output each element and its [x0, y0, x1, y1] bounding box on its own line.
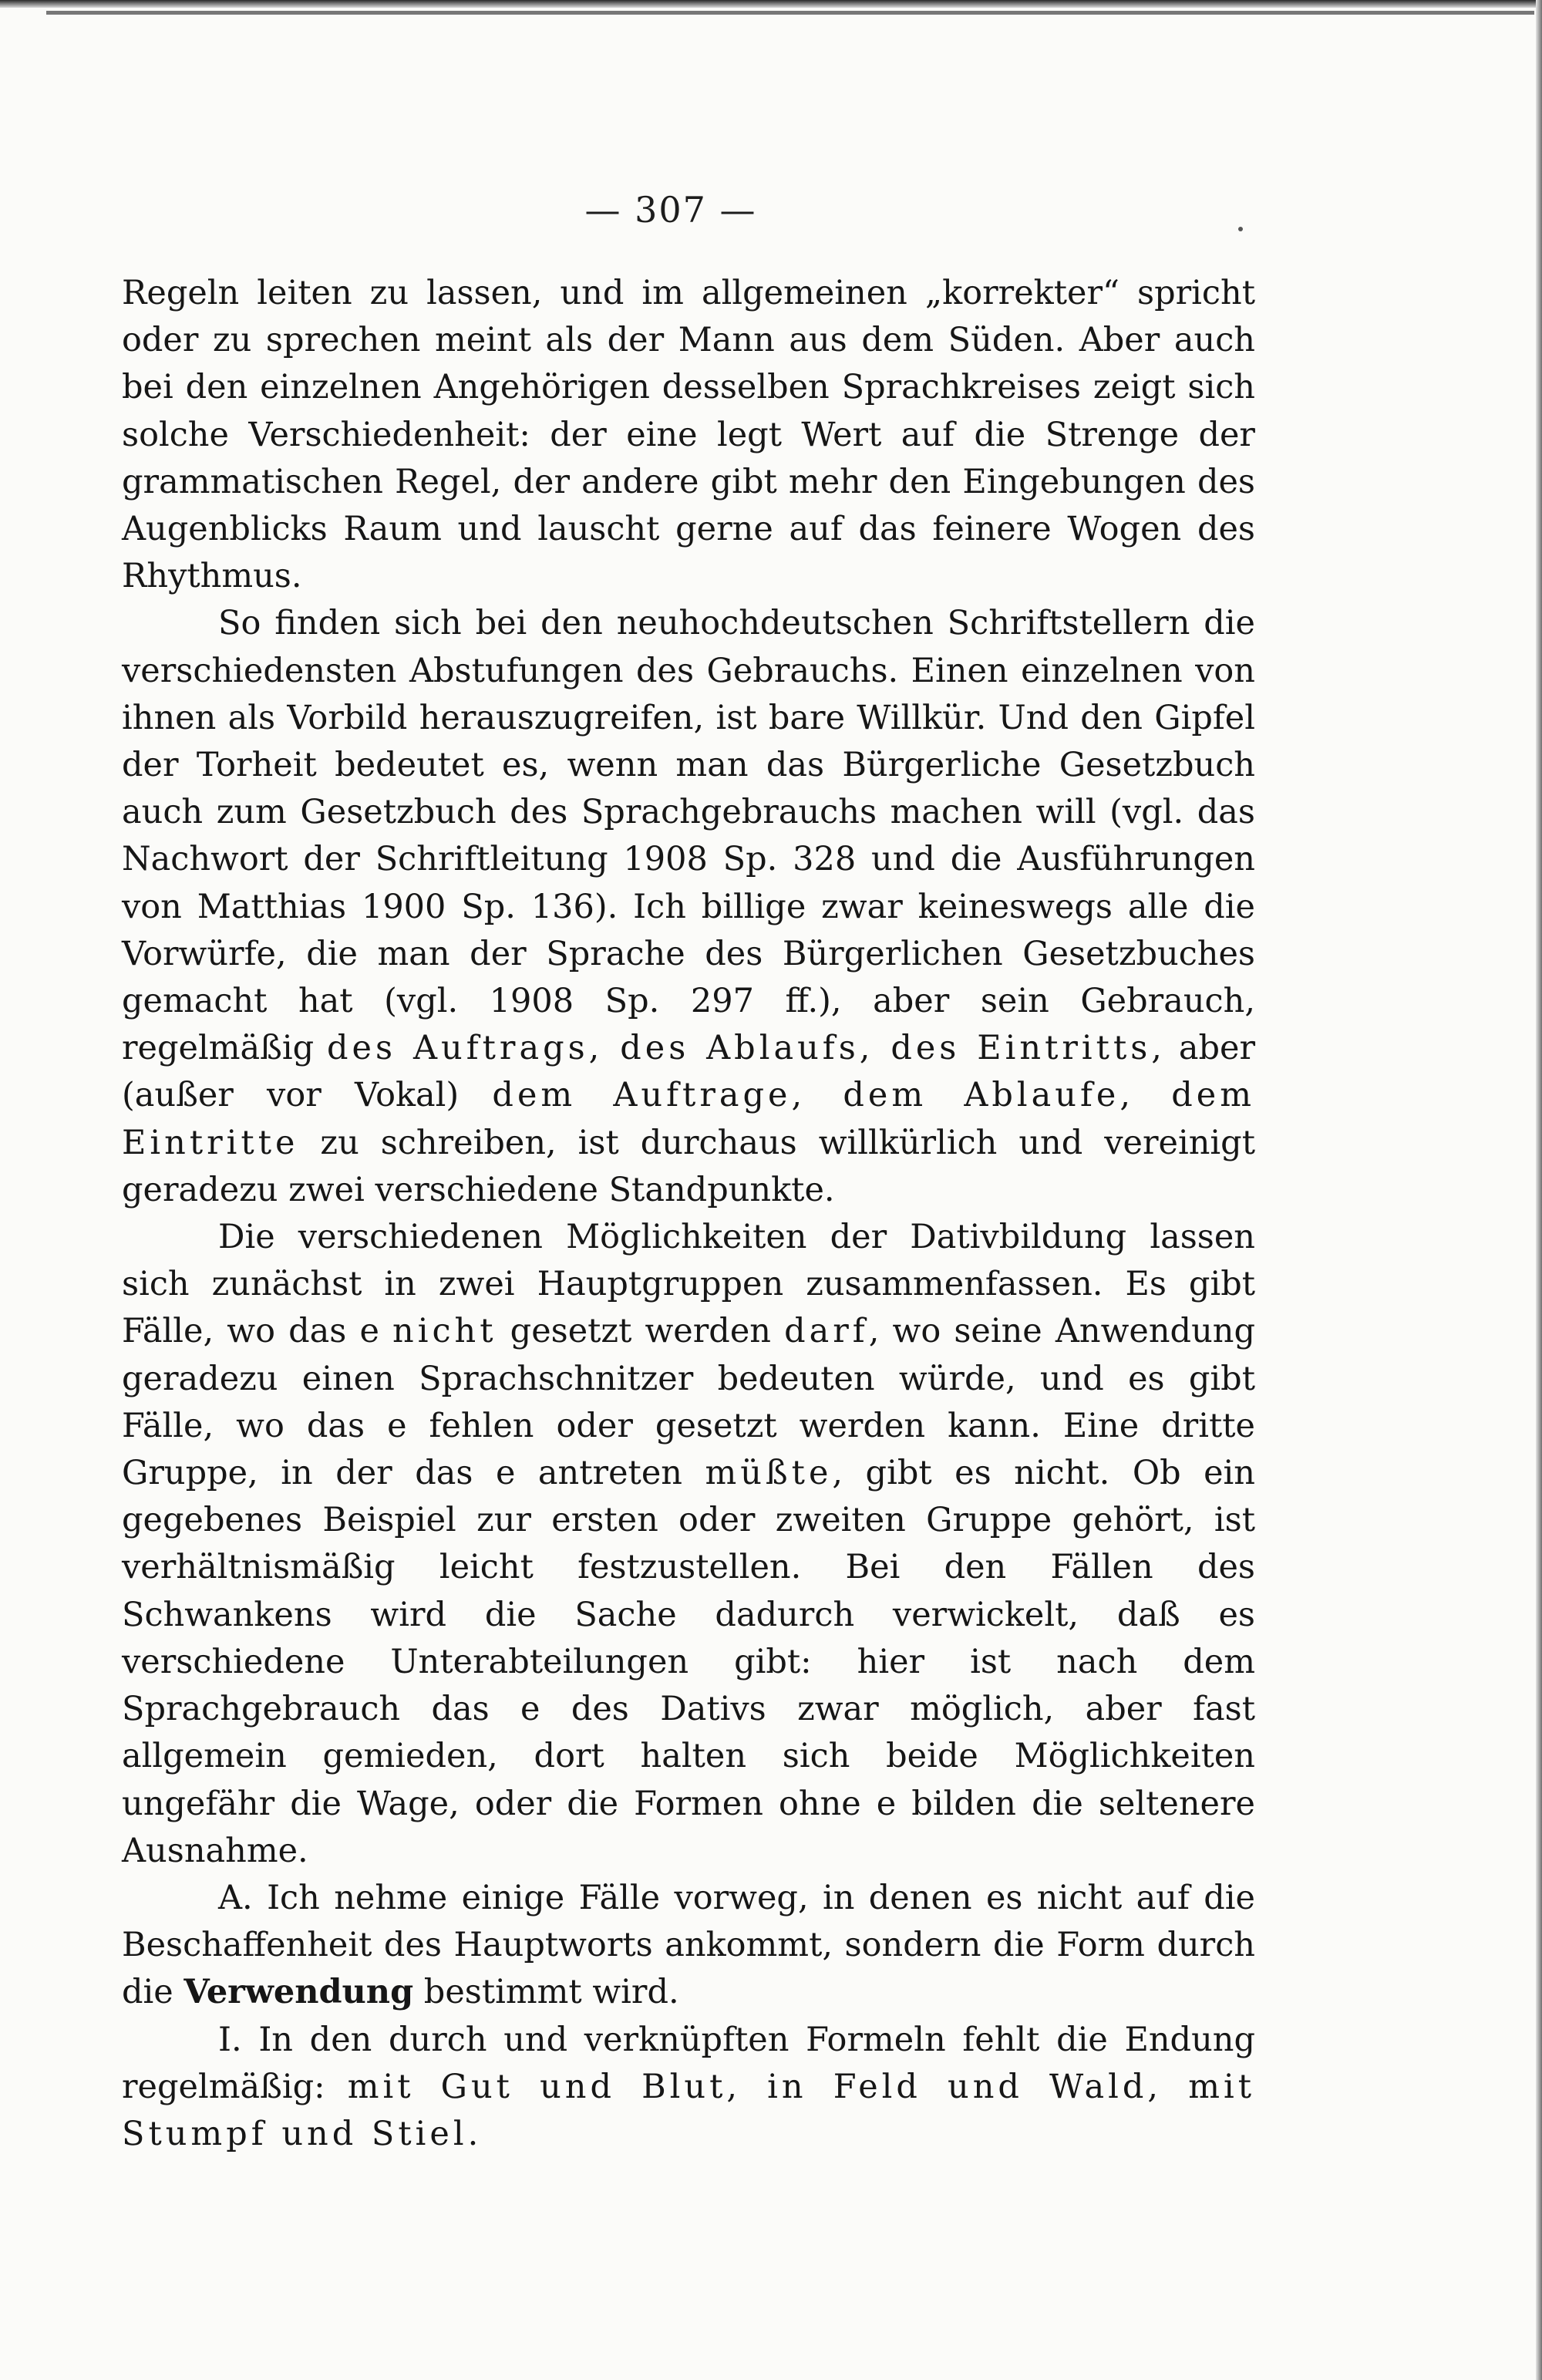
paragraph-2-mid: aber (außer vor Vokal) [122, 1029, 1256, 1115]
scan-top-line [46, 11, 1534, 15]
body-text [122, 270, 1255, 2158]
spaced-genitive-forms: des Auftrags, des Ablaufs, des Eintritts, [327, 1029, 1166, 1068]
spaced-dative-forms: dem Auftrage, dem Ablaufe, dem Eintritte [122, 1076, 1255, 1162]
page-number: — 307 — [584, 189, 757, 231]
spaced-darf: darf [784, 1312, 869, 1351]
spaced-muesste: müßte [705, 1454, 833, 1493]
spaced-examples: mit Gut und Blut, in Feld und Wald, mit Stumpf und Stiel. [122, 2067, 1255, 2153]
paragraph-1: Regeln leiten zu lassen, und im allgemeinen „korrekter“ spricht oder zu sprechen meint als der Mann aus dem Süden. Aber auch bei den einzelnen Angehörigen desselben Sprachkreises zeigt sich solche Verschiedenheit: der eine legt Wert auf die Strenge der grammatischen Regel, der andere gibt mehr den Eingebungen des Augenblicks Raum und lauscht gerne auf das feinere Wogen des Rhythmus. [122, 274, 1255, 596]
paragraph-3-text-1: Die verschiedenen Möglichkeiten der Dativbildung lassen sich zunächst in zwei Hauptgruppen zusammenfassen. Es gibt Fälle, wo das e [122, 1218, 1255, 1351]
paragraph-3-text-2: gesetzt werden [497, 1312, 785, 1351]
paragraph-4-text-2: bestimmt wird. [413, 1973, 679, 2012]
scan-top-edge [0, 0, 1542, 8]
paragraph-5-text-1: I. In den durch und verknüpften Formeln fehlt die Endung regelmäßig: [122, 2020, 1255, 2106]
paragraph-2 [122, 600, 1255, 1214]
bold-verwendung: Verwendung [183, 1973, 414, 2012]
paragraph-4-text-1: A. Ich nehme einige Fälle vorweg, in denen es nicht auf die Beschaffenheit des Hauptworts ankommt, sondern die Form durch die [122, 1878, 1255, 2012]
scan-right-edge [1536, 0, 1542, 2380]
paragraph-5 [122, 2017, 1255, 2159]
spaced-nicht: nicht [392, 1312, 497, 1351]
paragraph-3 [122, 1214, 1255, 1875]
paragraph-2-text: So finden sich bei den neuhochdeutschen Schriftstellern die verschiedensten Abstufungen des Gebrauchs. Einen einzelnen von ihnen als Vorbild herauszugreifen, ist bare Willkür. Und den Gipfel der Torheit bedeutet es, wenn man das Bürgerliche Gesetzbuch auch zum Gesetzbuch des Sprachgebrauchs machen will (vgl. das Nachwort der Schriftleitung 1908 Sp. 328 und die Ausführungen von Matthias 1900 Sp. 136). Ich billige zwar keineswegs alle die Vorwürfe, die man der Sprache des Bürgerlichen Gesetzbuches gemacht hat (vgl. 1908 Sp. 297 ff.), aber sein Gebrauch, regelmäßig [122, 604, 1255, 1068]
paragraph-3-text-3: , wo seine Anwendung geradezu einen Sprachschnitzer bedeuten würde, und es gibt Fälle, wo das e fehlen oder gesetzt werden kann. Eine dritte Gruppe, in der das e antreten [122, 1312, 1255, 1493]
paragraph-4 [122, 1875, 1255, 2017]
paragraph-2-tail: zu schreiben, ist durchaus willkürlich und vereinigt geradezu zwei verschiedene Standpunkte. [122, 1123, 1255, 1209]
paragraph-3-text-4: , gibt es nicht. Ob ein gegebenes Beispiel zur ersten oder zweiten Gruppe gehört, ist verhältnismäßig leicht festzustellen. Bei den Fällen des Schwankens wird die Sache dadurch verwickelt, daß es verschiedene Unterabteilungen gibt: hier ist nach dem Sprachgebrauch das e des Dativs zwar möglich, aber fast allgemein gemieden, dort halten sich beide Möglichkeiten ungefähr die Wage, oder die Formen ohne e bilden die seltenere Ausnahme. [122, 1454, 1256, 1870]
